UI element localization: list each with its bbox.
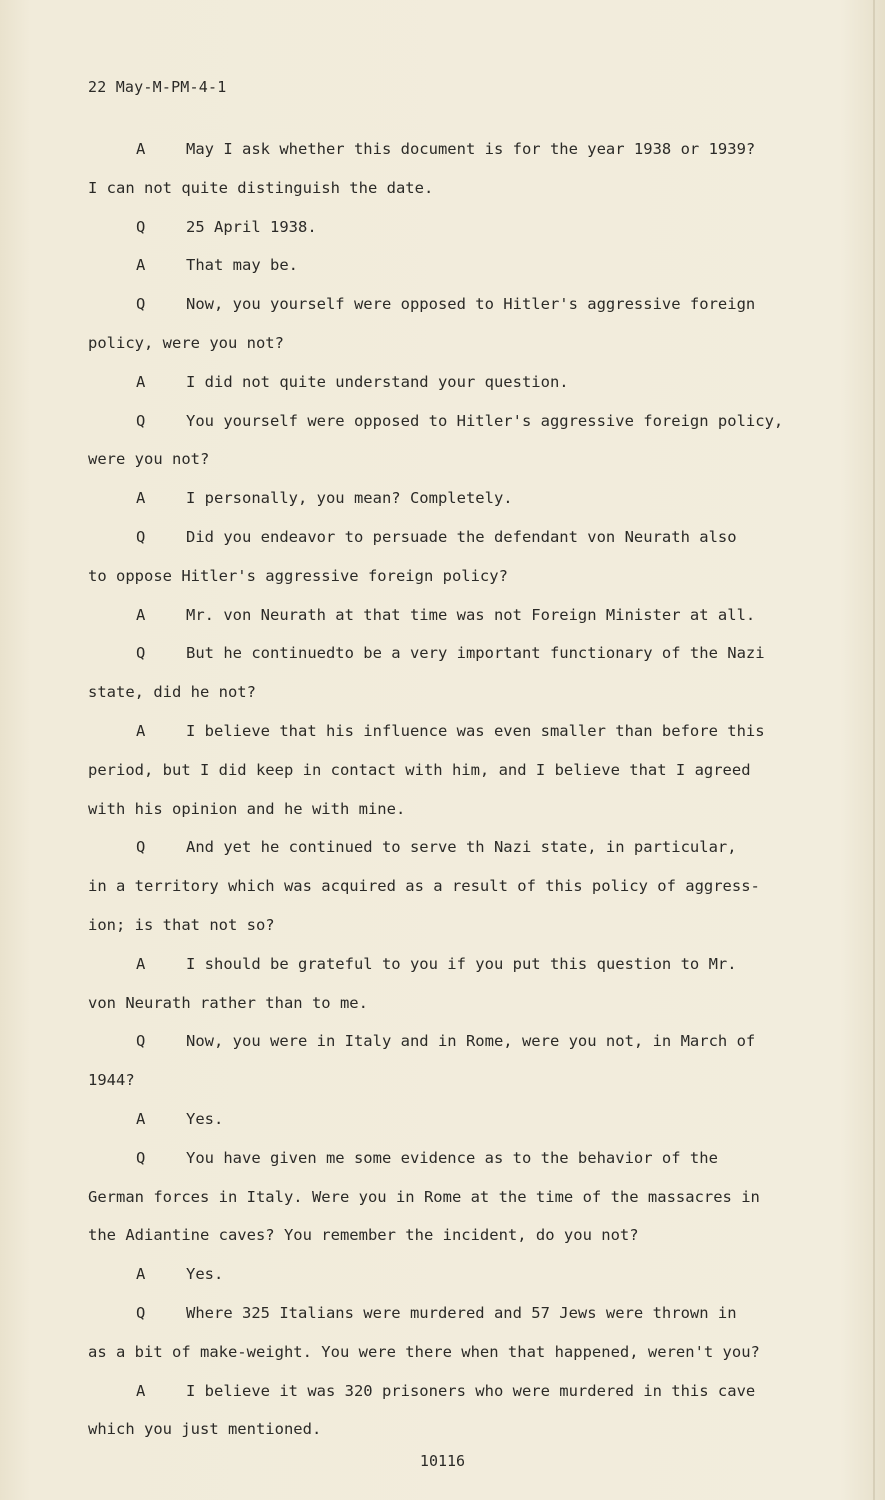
transcript-line xyxy=(88,1139,818,1178)
line-text: period, but I did keep in contact with him, and I believe that I agreed xyxy=(88,760,751,779)
transcript-line xyxy=(88,324,818,363)
transcript-line xyxy=(88,246,818,285)
transcript-line xyxy=(88,751,818,790)
transcript-line xyxy=(88,402,818,441)
line-text: I did not quite understand your question. xyxy=(186,372,569,391)
line-text: 1944? xyxy=(88,1071,135,1090)
transcript-line xyxy=(88,1410,818,1449)
line-text: to oppose Hitler's aggressive foreign policy? xyxy=(88,566,508,585)
line-text: Did you endeavor to persuade the defendant von Neurath also xyxy=(186,527,737,546)
speaker-label: A xyxy=(136,954,146,973)
transcript-body xyxy=(88,130,818,1449)
transcript-line xyxy=(88,285,818,324)
line-text: German forces in Italy. Were you in Rome at the time of the massacres in xyxy=(88,1187,760,1206)
transcript-line xyxy=(88,363,818,402)
transcript-line xyxy=(88,712,818,751)
speaker-label: A xyxy=(136,1381,146,1400)
line-text: Now, you yourself were opposed to Hitler's aggressive foreign xyxy=(186,295,756,314)
line-text: I believe it was 320 prisoners who were murdered in this cave xyxy=(186,1381,756,1400)
transcript-line xyxy=(88,634,818,673)
transcript-line xyxy=(88,130,818,169)
speaker-label: Q xyxy=(136,217,146,236)
transcript-line xyxy=(88,1061,818,1100)
line-text: state, did he not? xyxy=(88,683,256,702)
transcript-line xyxy=(88,945,818,984)
transcript-line xyxy=(88,1178,818,1217)
line-text: Yes. xyxy=(186,1265,224,1284)
speaker-label: A xyxy=(136,372,146,391)
speaker-label: A xyxy=(136,605,146,624)
transcript-line xyxy=(88,984,818,1023)
transcript-line xyxy=(88,828,818,867)
line-text: Now, you were in Italy and in Rome, were you not, in March of xyxy=(186,1032,756,1051)
speaker-label: Q xyxy=(136,644,146,663)
transcript-line xyxy=(88,169,818,208)
line-text: which you just mentioned. xyxy=(88,1420,322,1439)
speaker-label: Q xyxy=(136,1148,146,1167)
line-text: I can not quite distinguish the date. xyxy=(88,178,434,197)
line-text: in a territory which was acquired as a result of this policy of aggress- xyxy=(88,877,760,896)
line-text: were you not? xyxy=(88,450,210,469)
page-number: 10116 xyxy=(419,1452,466,1470)
line-text: 25 April 1938. xyxy=(186,217,317,236)
line-text: I personally, you mean? Completely. xyxy=(186,489,513,508)
transcript-line xyxy=(88,1216,818,1255)
line-text: And yet he continued to serve th Nazi state, in particular, xyxy=(186,838,737,857)
speaker-label: A xyxy=(136,1265,146,1284)
transcript-line xyxy=(88,479,818,518)
speaker-label: Q xyxy=(136,1032,146,1051)
line-text: as a bit of make-weight. You were there when that happened, weren't you? xyxy=(88,1342,760,1361)
speaker-label: A xyxy=(136,140,146,158)
transcript-line xyxy=(88,1294,818,1333)
speaker-label: A xyxy=(136,489,146,508)
line-text: the Adiantine caves? You remember the incident, do you not? xyxy=(88,1226,639,1245)
transcript-line xyxy=(88,1333,818,1372)
speaker-label: A xyxy=(136,1109,146,1128)
line-text: with his opinion and he with mine. xyxy=(88,799,406,818)
line-text: Yes. xyxy=(186,1109,224,1128)
line-text: That may be. xyxy=(186,256,298,275)
line-text: policy, were you not? xyxy=(88,333,284,352)
line-text: I believe that his influence was even smaller than before this xyxy=(186,721,765,740)
line-text: I should be grateful to you if you put this question to Mr. xyxy=(186,954,737,973)
line-text: You yourself were opposed to Hitler's aggressive foreign policy, xyxy=(186,411,784,430)
transcript-line xyxy=(88,557,818,596)
transcript-line xyxy=(88,1100,818,1139)
speaker-label: Q xyxy=(136,295,146,314)
transcript-line xyxy=(88,1372,818,1411)
page-header: 22 May-M-PM-4-1 xyxy=(88,78,227,96)
speaker-label: Q xyxy=(136,838,146,857)
speaker-label: Q xyxy=(136,411,146,430)
transcript-line xyxy=(88,1022,818,1061)
line-text: ion; is that not so? xyxy=(88,915,275,934)
transcript-line xyxy=(88,790,818,829)
transcript-line xyxy=(88,906,818,945)
speaker-label: Q xyxy=(136,527,146,546)
line-text: But he continuedto be a very important functionary of the Nazi xyxy=(186,644,765,663)
speaker-label: A xyxy=(136,721,146,740)
transcript-line xyxy=(88,440,818,479)
line-text: von Neurath rather than to me. xyxy=(88,993,368,1012)
transcript-line xyxy=(88,867,818,906)
speaker-label: A xyxy=(136,256,146,275)
transcript-line xyxy=(88,208,818,247)
line-text: May I ask whether this document is for the year 1938 or 1939? xyxy=(186,140,756,158)
page-edge xyxy=(873,0,875,1500)
transcript-line xyxy=(88,1255,818,1294)
line-text: You have given me some evidence as to the behavior of the xyxy=(186,1148,718,1167)
line-text: Where 325 Italians were murdered and 57 Jews were thrown in xyxy=(186,1303,737,1322)
transcript-line xyxy=(88,673,818,712)
transcript-line xyxy=(88,518,818,557)
speaker-label: Q xyxy=(136,1303,146,1322)
line-text: Mr. von Neurath at that time was not Foreign Minister at all. xyxy=(186,605,756,624)
transcript-line xyxy=(88,596,818,635)
